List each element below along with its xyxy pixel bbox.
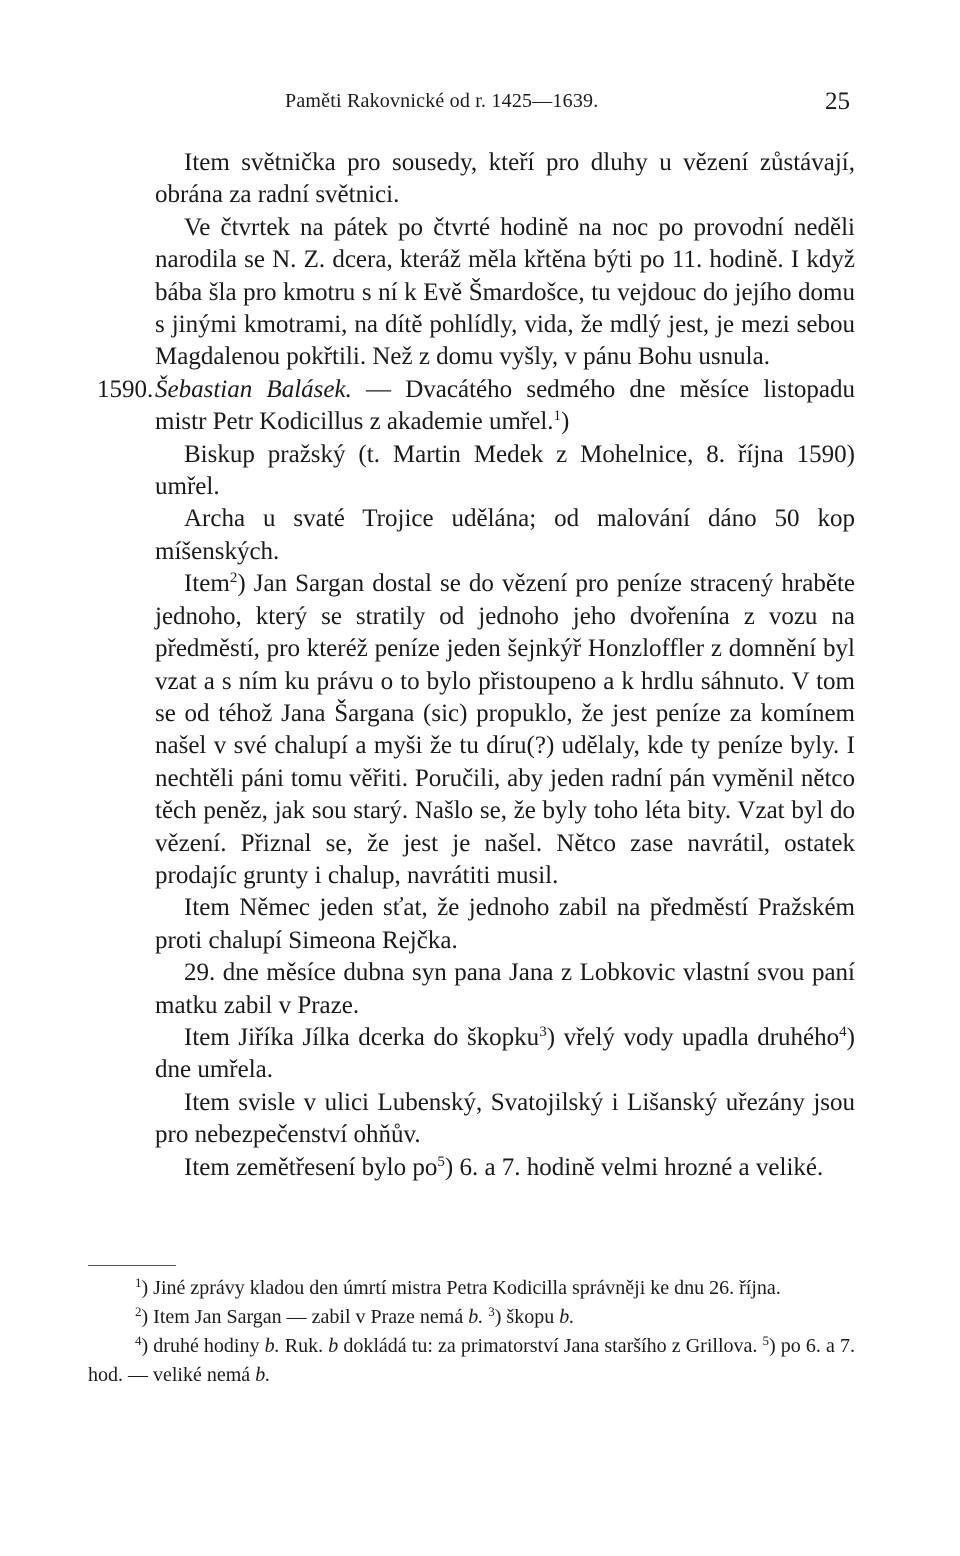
source-siglum: b. [468,1306,484,1328]
paragraph: Item svisle v ulici Lubenský, Svatojilský i Lišanský uřezány jsou pro nebezpečenství ohňův. [155,1088,855,1149]
footnote-separator [88,1265,176,1266]
footnote-text: dokládá tu: za primatorství Jana staršího z Grillova. [338,1335,758,1357]
paragraph: Biskup pražský (t. Martin Medek z Mohelnice, 8. října 1590) umřel. [155,440,855,501]
paragraph-text: ) 6. a 7. hodině velmi hrozné a veliké. [444,1153,824,1181]
footnote-mark: 3 [488,1304,495,1319]
footnote-text: Ruk. [279,1335,324,1357]
year-label: 1590. [97,375,154,403]
paragraph: Item světnička pro sousedy, kteří pro dluhy u vězení zůstávají, obrána za radní světnici. [155,149,855,209]
paragraph-text: — Dvacátého sedmého dne měsíce listopadu mistr Petr Kodicillus z akademie umřel. [155,375,856,436]
footnote-mark: 5 [762,1333,770,1348]
footnote [88,1332,855,1390]
footnote-ref: 4 [839,1023,847,1040]
chronicler-name: Šebastian Balásek. [155,375,352,403]
paragraph [155,568,855,892]
page-header [285,88,850,128]
paragraph: Archa u svaté Trojice udělána; od malování dáno 50 kop míšenských. [155,505,855,565]
main-text [97,147,856,1184]
footnote-text: ) po 6. a 7. hod. — veliké nemá [88,1335,856,1386]
paragraph: Item Němec jeden sťat, že jednoho zabil na předměstí Pražském proti chalupí Simeona Rejčka. [155,894,855,954]
footnote-ref: 2 [229,570,238,587]
paragraph-text: ) [561,408,570,436]
footnote-text: ) Jiné zprávy kladou den úmrtí mistra Petra Kodicilla správněji ke dnu 26. října. [141,1277,781,1299]
paragraph: Ve čtvrtek na pátek po čtvrté hodině na noc po provodní neděli narodila se N. Z. dcera, kteráž měla křtěna býti po 11. hodině. I když bába šla pro kmotru s ní k Evě Šmardošce, tu vejdouc do jejího domu s jinými kmotrami, na dítě pohlídly, vida, že mdlý jest, je mezi sebou Magdalenou pokřtili. Než z domu vyšly, v pánu Bohu usnula. [155,213,855,371]
page-number: 25 [825,88,850,115]
footnote [88,1303,855,1332]
paragraph: 29. dne měsíce dubna syn pana Jana z Lobkovic vlastní svou paní matku zabil v Praze. [155,959,855,1019]
footnote-mark: 1 [135,1275,142,1290]
paragraph-text: Item zemětřesení bylo po [184,1153,438,1181]
source-siglum: b. [255,1364,271,1386]
paragraph-text: ) vřelý vody upadla druhého [546,1023,840,1051]
source-siglum: b. [559,1306,575,1328]
footnote-text: ) druhé hodiny [141,1335,260,1357]
footnote-ref: 5 [437,1153,445,1170]
paragraph-year-entry [97,374,856,439]
paragraph [155,1022,855,1087]
footnote-mark: 4 [135,1333,142,1348]
paragraph-text: ) Jan Sargan dostal se do vězení pro peníze stracený hraběte jednoho, který se stratily od jednoho jeho dvořenína z vozu na předměstí, pro kteréž peníze jeden šejnkýř Honzloffler z domnění byl vzat a s ním ku právu o to bylo přistoupeno a k hrdlu sáhnuto. V tom se od téhož Jana Šargana (sic) propuklo, že jest peníze za komínem našel v své chalupí a myši že tu díru(?) udělaly, kde ty peníze byly. I nechtěli páni tomu věřiti. Poručili, aby jeden radní pán vyměnil nětco těch peněz, jak sou starý. Našlo se, že byly toho léta bity. Vzat byl do vězení. Přiznal se, že jest je našel. Nětco zase navrátil, ostatek prodajíc grunty i chalup, navrátiti musil. [155,570,855,889]
footnote-ref: 1 [553,408,562,425]
footnote-text: ) Item Jan Sargan — zabil v Praze nemá [141,1306,464,1328]
running-title: Paměti Rakovnické od r. 1425—1639. [285,90,599,112]
footnote-mark: 2 [135,1304,142,1319]
paragraph-text: ) dne umřela. [155,1023,855,1084]
footnote-text: ) škopu [494,1306,555,1328]
footnotes [88,1274,855,1390]
paragraph-text: Item [184,570,230,598]
footnote-ref: 3 [539,1023,547,1040]
footnote [88,1274,855,1303]
source-siglum: b. [264,1335,280,1357]
paragraph [155,1152,855,1184]
source-siglum: b [328,1335,339,1357]
paragraph-text: Item Jiříka Jílka dcerka do škopku [184,1023,540,1051]
